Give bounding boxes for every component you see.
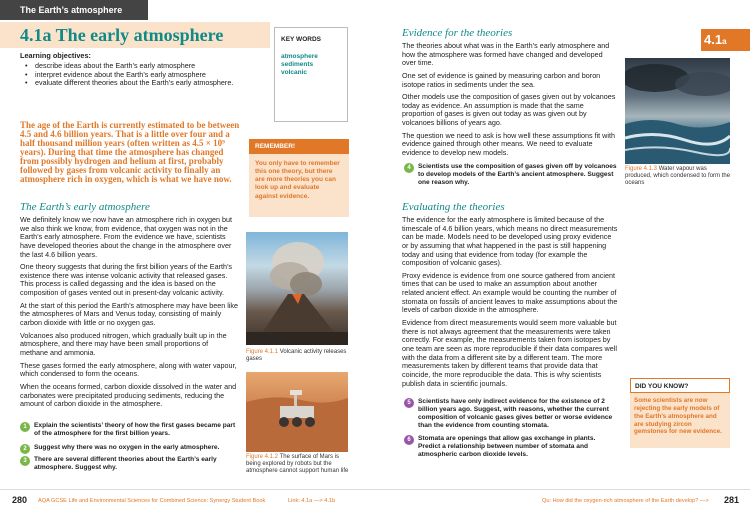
question-number: 4 bbox=[404, 163, 414, 173]
keyword: sediments bbox=[281, 61, 314, 69]
remember-box bbox=[249, 139, 349, 217]
footer-link[interactable]: Link: 4.1a —> 4.1b bbox=[288, 498, 336, 504]
remember-heading: REMEMBER! bbox=[249, 139, 349, 154]
paragraph: These gases formed the early atmosphere, along with water vapour, which condensed to form the oceans. bbox=[20, 360, 237, 379]
paragraph: We definitely know we now have an atmosphere rich in oxygen but we also think we know, from evidence, that oxygen was not in the Earth’s early atmosphere. From the evidence we have, scientists have developed theories about the change in the atmosphere over the last 4.6 billion years. bbox=[20, 215, 233, 259]
section-body-evidence bbox=[402, 42, 618, 162]
question-1 bbox=[20, 422, 240, 438]
section-body-early-atmosphere bbox=[20, 216, 238, 413]
question-number: 6 bbox=[404, 435, 414, 445]
page-number-left: 280 bbox=[12, 495, 28, 505]
keyword: atmosphere bbox=[281, 53, 318, 60]
learning-objective: • interpret evidence about the Earth’s early atmosphere bbox=[35, 71, 240, 80]
intro-paragraph: The age of the Earth is currently estimated to be between 4.5 and 4.6 billion years. That is a little over four and a half thousand million years (often written as 4.5 × 10⁹ years). During that time the atmosphere has changed from possibly hydrogen and helium at first, probably followed by gases from volcanic activity to finally an atmosphere rich in oxygen, which is what we have now. bbox=[20, 120, 240, 184]
question-text: Scientists use the composition of gases given off by volcanoes to develop models of the Earth’s ancient atmosphere. Suggest one reason why. bbox=[418, 163, 617, 186]
paragraph: When the oceans formed, carbon dioxide dissolved in the water and carbonates were precipitated producing sediments, reducing the amount of carbon dioxide in the atmosphere. bbox=[20, 381, 237, 409]
did-you-know-text: Some scientists are now rejecting the early models of the Earth’s atmosphere and are studying zircon gemstones for new evidence. bbox=[634, 397, 722, 436]
question-number: 5 bbox=[404, 398, 414, 408]
did-you-know-heading: DID YOU KNOW? bbox=[630, 378, 730, 393]
figure-label: Figure 4.1.2 bbox=[246, 454, 279, 460]
figure-label: Figure 4.1.1 bbox=[246, 349, 279, 355]
paragraph: Other models use the composition of gases given out by volcanoes today as evidence. An assumption is made that the same proportion of gases is given out today as was given out by volcanoes billions of years ago. bbox=[402, 92, 616, 128]
badge-number: 4.1 bbox=[704, 32, 723, 47]
figure-caption bbox=[246, 454, 350, 476]
learning-objective: • describe ideas about the Earth’s early atmosphere bbox=[35, 62, 240, 71]
section-heading-early-atmosphere: The Earth’s early atmosphere bbox=[20, 201, 150, 213]
question-5 bbox=[404, 398, 618, 430]
paragraph: Evidence from direct measurements would seem more valuable but there is not always agreement that the measurements were taken correctly. For example, the measurements taken from isotopes by one team are seen as more reproducible if their data compares well with the data from a different site by a different team. The more measurements taken by different teams that provide data that coincide, the more reproducible the data. This is why scientists publish data in scientific journals. bbox=[402, 318, 617, 388]
question-2 bbox=[20, 444, 240, 452]
footer-divider bbox=[0, 489, 750, 490]
mars-rover-photo bbox=[246, 372, 348, 452]
volcano-photo bbox=[246, 232, 348, 345]
question-number: 1 bbox=[20, 422, 30, 432]
question-number: 2 bbox=[20, 444, 30, 454]
key-words-heading: KEY WORDS bbox=[281, 36, 321, 43]
section-body-evaluating bbox=[402, 216, 618, 392]
chapter-tab: The Earth’s atmosphere bbox=[0, 0, 148, 20]
question-4 bbox=[404, 163, 618, 187]
question-3 bbox=[20, 456, 240, 472]
paragraph: Volcanoes also produced nitrogen, which gradually built up in the atmosphere, and there may have been small proportions of methane and ammonia. bbox=[20, 330, 227, 357]
learning-objective: • evaluate different theories about the Earth’s early atmosphere. bbox=[35, 79, 240, 88]
question-6 bbox=[404, 435, 618, 459]
question-number: 3 bbox=[20, 456, 30, 466]
remember-text: You only have to remember this one theory, but there are more theories you can look up and evaluate against evidence. bbox=[255, 160, 340, 200]
paragraph: The theories about what was in the Earth’s early atmosphere and how the atmosphere was formed have changed and developed over time. bbox=[402, 41, 610, 68]
figure-text: Volcanic activity releases gases bbox=[246, 349, 347, 363]
paragraph: Proxy evidence is evidence from one source gathered from ancient times that can be used to make an assumption about another related ancient effect. An example would be counting the number of stomata on fossils of ancient leaves to make assumptions about the levels of carbon dioxide in the atmosphere. bbox=[402, 270, 618, 315]
page-title: 4.1a The early atmosphere bbox=[20, 25, 224, 45]
question-text: Explain the scientists’ theory of how the first gases became part of the atmosphere for the first billion years. bbox=[34, 422, 236, 437]
learning-objectives-list bbox=[35, 62, 240, 88]
figure-caption bbox=[246, 349, 350, 363]
ocean-photo bbox=[625, 58, 730, 164]
figure-caption bbox=[625, 166, 733, 188]
section-heading-evidence: Evidence for the theories bbox=[402, 27, 513, 39]
paragraph: The evidence for the early atmosphere is limited because of the timescale of 4.6 billion years, which means no direct measurements can be made. Models need to be developed using proxy evidence or by assuming that what happened in the past is still happening today and using that evidence from today (for example the composition of volcanic gases). bbox=[402, 215, 618, 268]
question-text: There are several different theories about the Earth’s early atmosphere. Suggest why. bbox=[34, 456, 217, 471]
footer-question: Qu: How did the oxygen-rich atmosphere of the Earth develop? —> bbox=[542, 498, 709, 504]
lesson-badge bbox=[701, 29, 750, 51]
paragraph: The question we need to ask is how well these assumptions fit with evidence gained through other means. We need to evaluate evidence to develop new models. bbox=[402, 130, 615, 158]
keyword: volcanic bbox=[281, 69, 308, 77]
key-words-box bbox=[274, 27, 348, 122]
paragraph: One set of evidence is gained by measuring carbon and boron isotope ratios in sediments under the sea. bbox=[402, 70, 601, 89]
figure-text: The surface of Mars is being explored by robots but the atmosphere cannot support human life bbox=[246, 454, 349, 475]
page-number-right: 281 bbox=[724, 495, 740, 505]
footer-book-title: AQA GCSE Life and Environmental Sciences for Combined Science: Synergy Student Book bbox=[38, 498, 266, 504]
section-heading-evaluating: Evaluating the theories bbox=[402, 201, 505, 213]
figure-label: Figure 4.1.3 bbox=[625, 166, 658, 172]
question-text: Suggest why there was no oxygen in the early atmosphere. bbox=[34, 444, 220, 451]
paragraph: At the start of this period the Earth’s atmosphere may have been like the atmospheres of Mars and Venus today, consisting of mainly carbon dioxide with little or no oxygen gas. bbox=[20, 300, 239, 328]
paragraph: One theory suggests that during the first billion years of the Earth’s existence there was intense volcanic activity that released gases. This process is called degassing and the idea is based on the composition of gases vented out in present-day volcanic activity. bbox=[20, 262, 233, 298]
badge-letter: a bbox=[722, 37, 727, 46]
learning-objectives-heading: Learning objectives: bbox=[20, 51, 91, 60]
figure-text: Water vapour was produced, which condensed to form the oceans bbox=[625, 166, 731, 187]
did-you-know-box bbox=[630, 378, 730, 448]
question-text: Scientists have only indirect evidence for the existence of 2 billion years ago. Suggest, with reasons, whether the current composition of volcanic gases gives better or worse evidence than the evidence from counting stomata. bbox=[418, 398, 613, 429]
question-text: Stomata are openings that allow gas exchange in plants. Predict a relationship between number of stomata and atmospheric carbon dioxide levels. bbox=[418, 435, 596, 458]
